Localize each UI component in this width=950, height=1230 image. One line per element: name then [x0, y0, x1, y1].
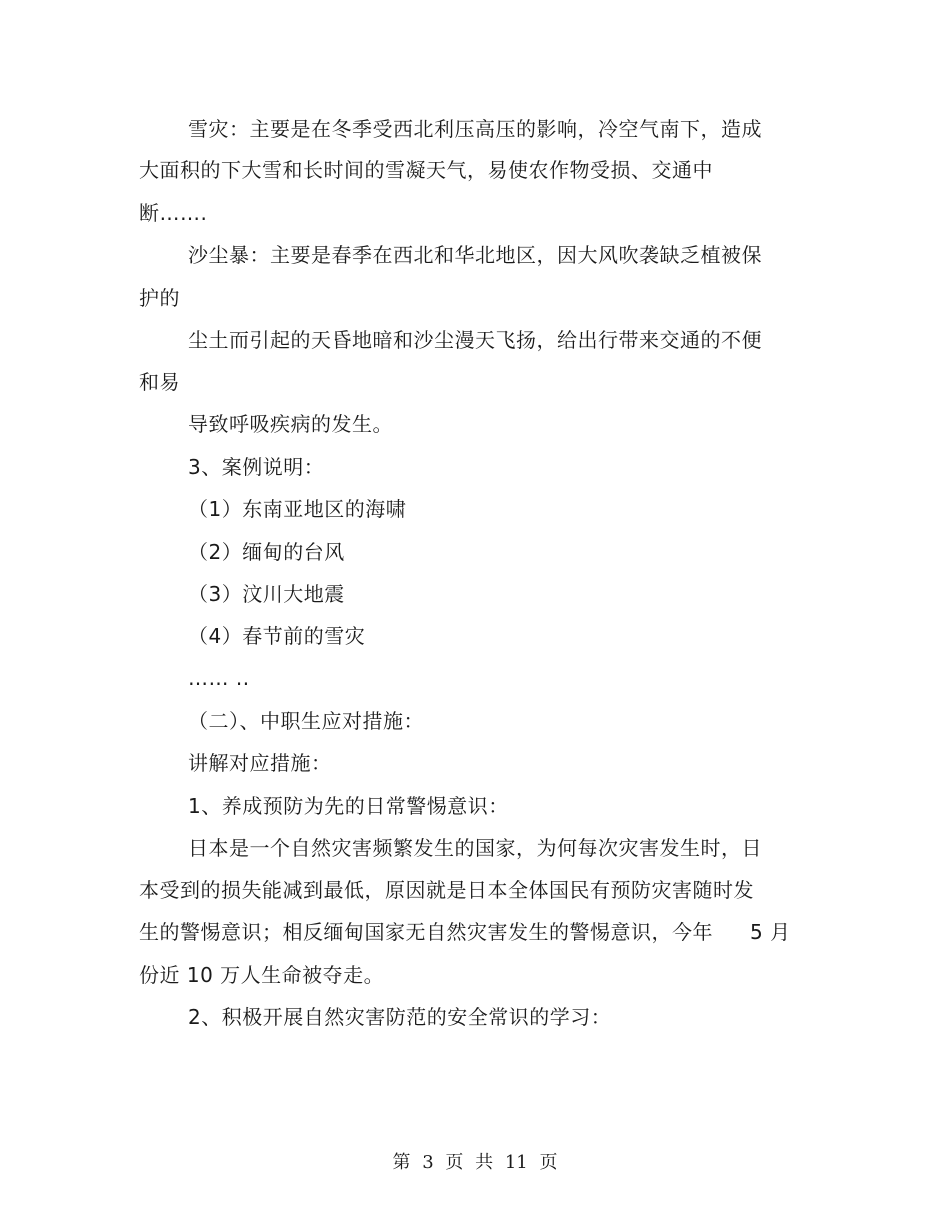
case-heading: 3、案例说明： [188, 455, 325, 479]
paragraph-snow-line-3: 断……. [139, 201, 208, 225]
paragraph-japan-line-3: 生的警惕意识；相反缅甸国家无自然灾害发生的警惕意识，今年 [139, 920, 713, 944]
paragraph-sand-line-2: 护的 [139, 286, 180, 310]
paragraph-sand-line-1: 沙尘暴：主要是春季在西北和华北地区，因大风吹袭缺乏植被保 [188, 243, 762, 267]
item-2-heading: 2、积极开展自然灾害防范的安全常识的学习： [188, 1005, 612, 1029]
explain-line: 讲解对应措施： [188, 751, 332, 775]
paragraph-sand-line-4: 和易 [139, 370, 180, 394]
case-item-4: （4）春节前的雪灾 [188, 624, 366, 648]
paragraph-sand-line-3: 尘土而引起的天昏地暗和沙尘漫天飞扬，给出行带来交通的不便 [188, 328, 762, 352]
case-item-3: （3）汶川大地震 [188, 582, 345, 606]
case-ellipsis: …… .. [188, 666, 250, 690]
paragraph-sand-line-5: 导致呼吸疾病的发生。 [188, 412, 393, 436]
paragraph-japan-line-4: 份近 10 万人生命被夺走。 [139, 963, 385, 987]
paragraph-japan-line-2: 本受到的损失能减到最低，原因就是日本全体国民有预防灾害随时发 [139, 878, 754, 902]
page-number-footer: 第 3 页 共 11 页 [392, 1152, 558, 1173]
paragraph-japan-month: 5 月 [750, 920, 791, 944]
case-item-2: （2）缅甸的台风 [188, 540, 345, 564]
section-heading-2: （二）、中职生应对措施： [188, 709, 424, 733]
item-1-heading: 1、养成预防为先的日常警惕意识： [188, 794, 509, 818]
paragraph-snow-line-1: 雪灾：主要是在冬季受西北利压高压的影响，冷空气南下，造成 [188, 117, 762, 141]
paragraph-snow-line-2: 大面积的下大雪和长时间的雪凝天气，易使农作物受损、交通中 [139, 158, 713, 182]
paragraph-japan-line-1: 日本是一个自然灾害频繁发生的国家，为何每次灾害发生时，日 [188, 836, 762, 860]
case-item-1: （1）东南亚地区的海啸 [188, 497, 407, 521]
